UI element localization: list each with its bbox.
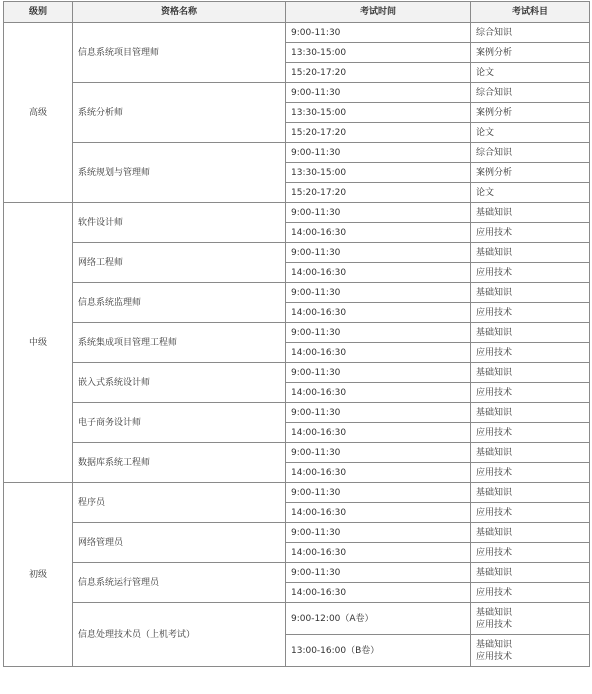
exam-subject-text: 基础知识 [476,367,513,378]
exam-subject-text: 应用技术 [476,507,513,518]
exam-subject-text: 基础知识 [476,247,513,258]
exam-subject-text: 应用技术 [476,347,513,358]
qualification-cell: 嵌入式系统设计师 [73,363,286,403]
exam-subject-text: 应用技术 [476,227,513,238]
exam-time-cell: 9:00-11:30 [286,283,471,303]
qualification-cell: 程序员 [73,483,286,523]
table-row [4,483,590,503]
level-cell: 高级 [4,23,73,203]
exam-subject-text: 基础知识 [476,327,513,338]
exam-time-cell: 9:00-11:30 [286,563,471,583]
exam-subject-cell [471,343,590,363]
exam-subject-text: 基础知识 [476,407,513,418]
exam-time-cell: 9:00-11:30 [286,143,471,163]
exam-subject-cell [471,263,590,283]
exam-subject-text: 基础知识 [476,447,513,458]
exam-subject-text: 应用技术 [476,619,513,630]
exam-time-cell: 13:30-15:00 [286,163,471,183]
exam-subject-text: 基础知识 [476,487,513,498]
table-row [4,403,590,423]
exam-time-cell: 14:00-16:30 [286,463,471,483]
exam-subject-text: 应用技术 [476,307,513,318]
qualification-cell: 系统规划与管理师 [73,143,286,203]
exam-time-cell: 9:00-12:00（A卷） [286,603,471,635]
exam-subject-text: 基础知识 [476,527,513,538]
exam-time-cell: 13:30-15:00 [286,103,471,123]
exam-subject-text: 基础知识 [476,207,513,218]
exam-time-cell: 9:00-11:30 [286,203,471,223]
exam-subject-cell [471,203,590,223]
level-cell: 初级 [4,483,73,667]
exam-subject-text: 应用技术 [476,651,513,662]
exam-time-cell: 9:00-11:30 [286,243,471,263]
exam-time-cell: 9:00-11:30 [286,523,471,543]
qualification-cell: 信息系统运行管理员 [73,563,286,603]
header-row [4,2,590,23]
exam-subject-cell [471,43,590,63]
exam-subject-cell [471,635,590,667]
exam-subject-cell [471,163,590,183]
exam-subject-text: 基础知识 [476,567,513,578]
exam-subject-text: 综合知识 [476,27,513,38]
exam-subject-text: 综合知识 [476,147,513,158]
table-row [4,523,590,543]
exam-subject-cell [471,503,590,523]
header-level: 级别 [4,2,73,23]
exam-subject-cell [471,483,590,503]
table-body [4,23,590,667]
exam-subject-cell [471,543,590,563]
table-row [4,283,590,303]
qualification-cell: 网络管理员 [73,523,286,563]
exam-time-cell: 14:00-16:30 [286,583,471,603]
exam-subject-cell [471,603,590,635]
qualification-cell: 系统分析师 [73,83,286,143]
exam-subject-text: 案例分析 [476,47,513,58]
qualification-cell: 信息系统项目管理师 [73,23,286,83]
exam-time-cell: 14:00-16:30 [286,303,471,323]
exam-subject-cell [471,563,590,583]
exam-subject-text: 应用技术 [476,387,513,398]
exam-time-cell: 15:20-17:20 [286,63,471,83]
qualification-cell: 信息处理技术员（上机考试） [73,603,286,667]
exam-subject-cell [471,523,590,543]
qualification-cell: 软件设计师 [73,203,286,243]
exam-time-cell: 9:00-11:30 [286,23,471,43]
exam-subject-text: 基础知识 [476,287,513,298]
table-row [4,83,590,103]
exam-subject-text: 论文 [476,67,495,78]
exam-subject-text: 论文 [476,187,495,198]
exam-subject-text: 论文 [476,127,495,138]
exam-subject-cell [471,303,590,323]
exam-subject-cell [471,583,590,603]
table-row [4,563,590,583]
exam-subject-cell [471,243,590,263]
table-row [4,443,590,463]
exam-time-cell: 14:00-16:30 [286,503,471,523]
exam-subject-text: 综合知识 [476,87,513,98]
table-row [4,243,590,263]
exam-subject-cell [471,23,590,43]
exam-subject-cell [471,223,590,243]
exam-subject-text: 应用技术 [476,467,513,478]
exam-time-cell: 9:00-11:30 [286,323,471,343]
qualification-cell: 信息系统监理师 [73,283,286,323]
exam-subject-cell [471,443,590,463]
exam-time-cell: 9:00-11:30 [286,83,471,103]
exam-subject-cell [471,283,590,303]
exam-time-cell: 14:00-16:30 [286,383,471,403]
exam-subject-cell [471,463,590,483]
exam-time-cell: 14:00-16:30 [286,223,471,243]
exam-time-cell: 9:00-11:30 [286,483,471,503]
exam-subject-cell [471,63,590,83]
table-row [4,203,590,223]
exam-subject-text: 基础知识 [476,639,513,650]
exam-subject-cell [471,183,590,203]
exam-subject-cell [471,143,590,163]
qualification-cell: 电子商务设计师 [73,403,286,443]
exam-subject-text: 应用技术 [476,427,513,438]
exam-subject-text: 案例分析 [476,167,513,178]
exam-subject-text: 应用技术 [476,547,513,558]
header-exam-time: 考试时间 [286,2,471,23]
exam-time-cell: 14:00-16:30 [286,343,471,363]
header-exam-subject: 考试科目 [471,2,590,23]
exam-time-cell: 14:00-16:30 [286,263,471,283]
qualification-cell: 数据库系统工程师 [73,443,286,483]
qualification-cell: 系统集成项目管理工程师 [73,323,286,363]
exam-subject-cell [471,363,590,383]
exam-time-cell: 15:20-17:20 [286,183,471,203]
qualification-cell: 网络工程师 [73,243,286,283]
table-row [4,323,590,343]
exam-time-cell: 13:00-16:00（B卷） [286,635,471,667]
table-row [4,363,590,383]
exam-subject-cell [471,323,590,343]
exam-subject-text: 应用技术 [476,267,513,278]
exam-time-cell: 13:30-15:00 [286,43,471,63]
exam-subject-cell [471,123,590,143]
exam-subject-cell [471,83,590,103]
exam-time-cell: 9:00-11:30 [286,363,471,383]
exam-subject-cell [471,383,590,403]
table-row [4,603,590,635]
exam-subject-cell [471,403,590,423]
exam-time-cell: 9:00-11:30 [286,403,471,423]
table-row [4,23,590,43]
exam-subject-cell [471,103,590,123]
table-row [4,143,590,163]
header-qualification: 资格名称 [73,2,286,23]
exam-subject-cell [471,423,590,443]
exam-time-cell: 15:20-17:20 [286,123,471,143]
exam-schedule-table [3,1,590,667]
exam-time-cell: 14:00-16:30 [286,543,471,563]
exam-time-cell: 14:00-16:30 [286,423,471,443]
exam-subject-text: 基础知识 [476,607,513,618]
exam-subject-text: 案例分析 [476,107,513,118]
exam-time-cell: 9:00-11:30 [286,443,471,463]
level-cell: 中级 [4,203,73,483]
exam-subject-text: 应用技术 [476,587,513,598]
